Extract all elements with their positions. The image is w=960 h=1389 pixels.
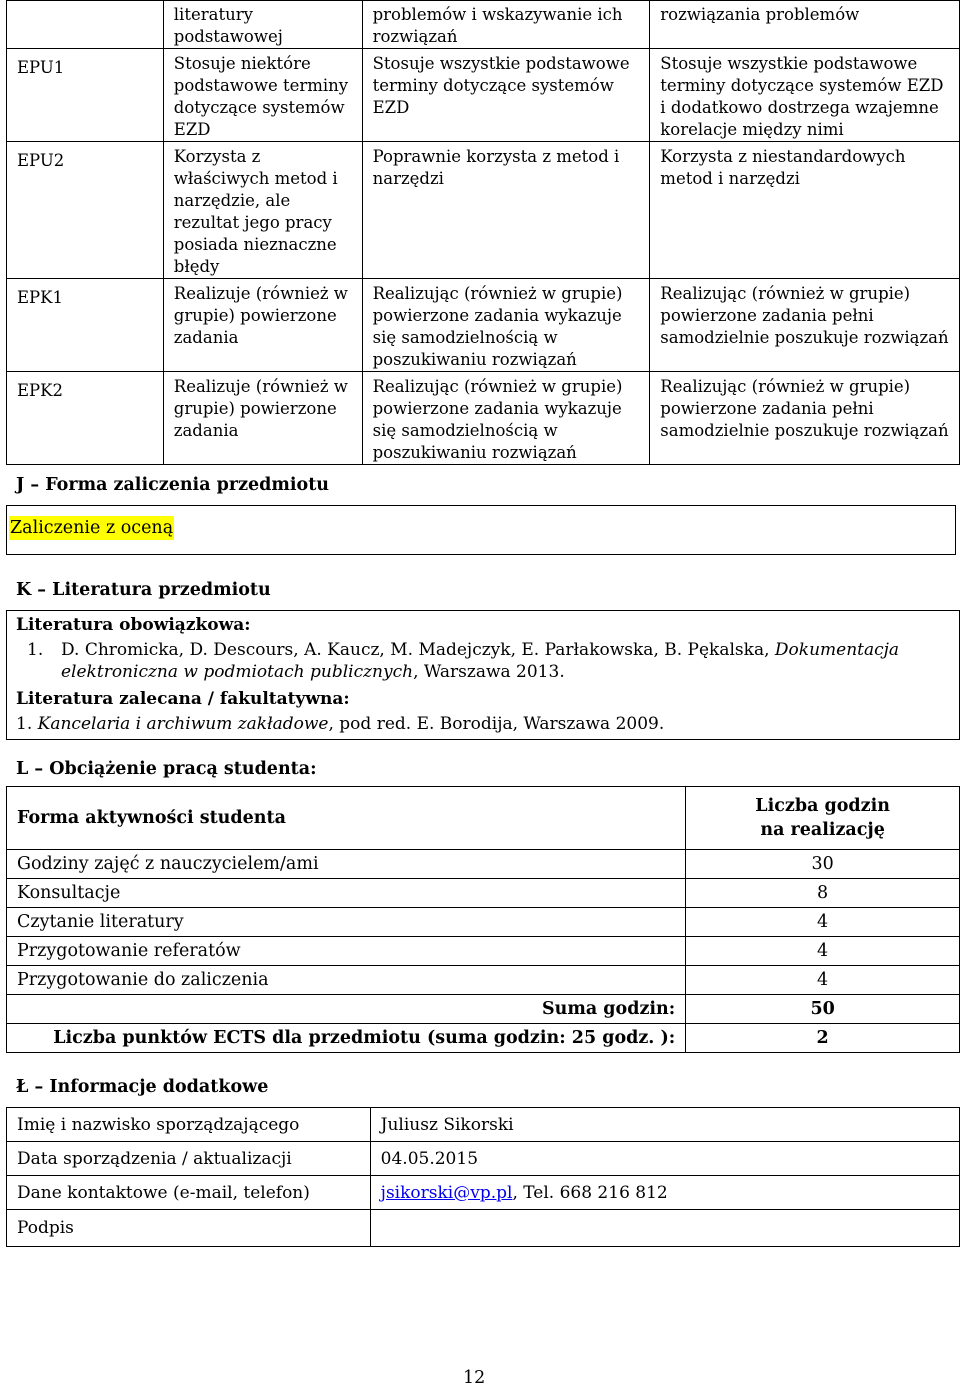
effect-code: EPK1 [7,279,164,372]
recommended-literature-label: Literatura zalecana / fakultatywna: [16,689,350,709]
criterion-cell: problemów i wskazywanie ich rozwiązań [362,1,650,49]
hours-header [686,787,960,850]
assessment-value: Zaliczenie z oceną [10,518,174,538]
table-row [7,1,960,49]
info-label: Podpis [7,1210,371,1247]
effects-table [6,0,960,465]
table-row [7,1176,960,1210]
criterion-cell: Realizuje (również w grupie) powierzone zadania [163,372,362,465]
criterion-cell: Realizuje (również w grupie) powierzone zadania [163,279,362,372]
hours-header-line1: Liczba godzin [755,796,890,816]
workload-table [6,786,960,1053]
effect-code: EPU2 [7,142,164,279]
activity-label: Czytanie literatury [7,908,686,937]
activity-hours: 4 [686,966,960,995]
criterion-cell: Realizując (również w grupie) powierzone zadania wykazuje się samodzielnością w poszukiwaniu rozwiązań [362,372,650,465]
ects-value: 2 [686,1024,960,1053]
activity-label: Przygotowanie do zaliczenia [7,966,686,995]
contact-info [370,1176,959,1210]
section-j-heading: J – Forma zaliczenia przedmiotu [16,475,330,495]
table-row [7,966,960,995]
criterion-cell: rozwiązania problemów [650,1,960,49]
required-literature-label: Literatura obowiązkowa: [16,615,251,635]
table-row [7,787,960,850]
required-item-number: 1. [27,640,44,660]
activity-hours: 4 [686,908,960,937]
table-row [7,995,960,1024]
activity-header: Forma aktywności studenta [7,787,686,850]
recommended-item-rest: , pod red. E. Borodija, Warszawa 2009. [328,714,665,734]
table-row [7,1024,960,1053]
section-l-heading: L – Obciążenie pracą studenta: [16,759,317,779]
info-label: Data sporządzenia / aktualizacji [7,1142,371,1176]
info-label: Imię i nazwisko sporządzającego [7,1108,371,1142]
info-label: Dane kontaktowe (e-mail, telefon) [7,1176,371,1210]
table-row [7,850,960,879]
sum-value: 50 [686,995,960,1024]
criterion-cell: Korzysta z właściwych metod i narzędzie, ale rezultat jego pracy posiada nieznaczne błędy [163,142,362,279]
activity-hours: 8 [686,879,960,908]
table-row [7,1108,960,1142]
required-item-title: Dokumentacja elektroniczna w podmiotach publicznych [61,640,900,682]
table-row [7,937,960,966]
table-row [7,879,960,908]
effect-code: EPK2 [7,372,164,465]
section-k-heading: K – Literatura przedmiotu [16,580,271,600]
criterion-cell: Realizując (również w grupie) powierzone zadania pełni samodzielnie poszukuje rozwiązań [650,372,960,465]
recommended-item-number: 1. [16,714,33,734]
criterion-cell: Stosuje wszystkie podstawowe terminy dotyczące systemów EZD i dodatkowo dostrzega wzajemne korelacje między nimi [650,49,960,142]
phone-text: , Tel. 668 216 812 [512,1182,668,1203]
table-row [7,1210,960,1247]
recommended-item-title: Kancelaria i archiwum zakładowe [37,714,329,734]
effect-code [7,1,164,49]
effect-code: EPU1 [7,49,164,142]
criterion-cell: Realizując (również w grupie) powierzone zadania pełni samodzielnie poszukuje rozwiązań [650,279,960,372]
required-item-authors: D. Chromicka, D. Descours, A. Kaucz, M. Madejczyk, E. Parłakowska, B. Pękalska, [61,640,770,660]
email-link[interactable]: jsikorski@vp.pl [380,1182,513,1203]
criterion-cell: Korzysta z niestandardowych metod i narzędzi [650,142,960,279]
required-literature-item [61,639,941,683]
table-row [7,142,960,279]
section-l2-heading: Ł – Informacje dodatkowe [16,1077,269,1097]
table-row [7,372,960,465]
update-date: 04.05.2015 [370,1142,959,1176]
activity-label: Godziny zajęć z nauczycielem/ami [7,850,686,879]
criterion-cell: literatury podstawowej [163,1,362,49]
ects-label: Liczba punktów ECTS dla przedmiotu (suma godzin: 25 godz. ): [7,1024,686,1053]
required-item-rest: , Warszawa 2013. [413,662,565,682]
author-name: Juliusz Sikorski [370,1108,959,1142]
table-row [7,49,960,142]
activity-hours: 4 [686,937,960,966]
page-number: 12 [463,1368,486,1388]
criterion-cell: Stosuje niektóre podstawowe terminy dotyczące systemów EZD [163,49,362,142]
sum-label: Suma godzin: [7,995,686,1024]
activity-hours: 30 [686,850,960,879]
recommended-literature-item [16,713,664,735]
activity-label: Przygotowanie referatów [7,937,686,966]
activity-label: Konsultacje [7,879,686,908]
table-row [7,279,960,372]
table-row [7,908,960,937]
criterion-cell: Poprawnie korzysta z metod i narzędzi [362,142,650,279]
signature-cell [370,1210,959,1247]
criterion-cell: Stosuje wszystkie podstawowe terminy dotyczące systemów EZD [362,49,650,142]
hours-header-line2: na realizację [760,820,885,840]
criterion-cell: Realizując (również w grupie) powierzone zadania wykazuje się samodzielnością w poszukiwaniu rozwiązań [362,279,650,372]
table-row [7,1142,960,1176]
info-table [6,1107,960,1247]
